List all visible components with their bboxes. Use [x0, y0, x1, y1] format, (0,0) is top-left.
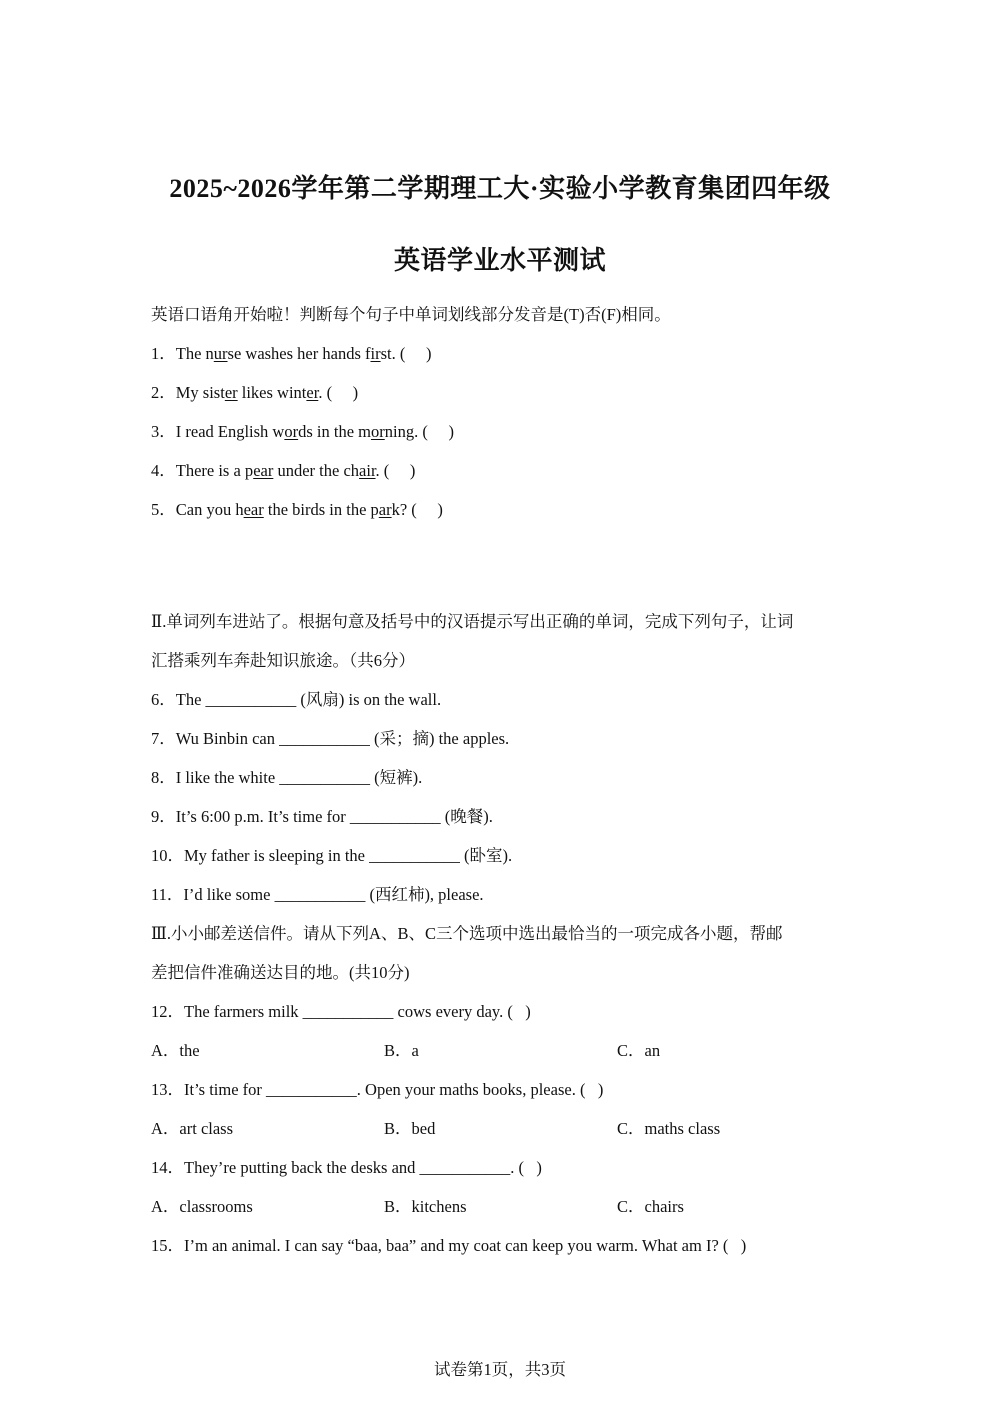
- underlined-segment: ear: [243, 500, 264, 519]
- question-2: [151, 382, 358, 404]
- text-segment: se washes her hands f: [227, 344, 371, 363]
- underlined-segment: ir: [370, 344, 381, 363]
- answer-bracket[interactable]: st. ( ): [380, 344, 432, 363]
- question-12[interactable]: 12．The farmers milk ___________ cows every day. ( ): [151, 1002, 531, 1021]
- text-segment: The n: [175, 344, 214, 363]
- underlined-segment: ear: [253, 461, 274, 480]
- question-8[interactable]: 8．I like the white ___________ (短裤).: [151, 768, 423, 787]
- text-segment: likes wint: [237, 383, 307, 402]
- underlined-segment: ar: [378, 500, 392, 519]
- question-13[interactable]: 13．It’s time for ___________. Open your maths books, please. ( ): [151, 1080, 604, 1099]
- text-segment: the birds in the p: [263, 500, 379, 519]
- exam-title-line-2: 英语学业水平测试: [393, 246, 606, 275]
- section1-instruction: 英语口语角开始啦！判断每个句子中单词划线部分发音是(T)否(F)相同。: [151, 305, 671, 324]
- option-b[interactable]: B．bed: [384, 1119, 436, 1138]
- question-15[interactable]: 15．I’m an animal. I can say “baa, baa” and my coat can keep you warm. What am I? ( ): [151, 1236, 747, 1255]
- text-segment: My sist: [175, 383, 225, 402]
- underlined-segment: er: [224, 383, 238, 402]
- question-number: 1．: [151, 344, 176, 363]
- option-c[interactable]: C．an: [617, 1041, 661, 1060]
- question-number: 3．: [151, 422, 176, 441]
- section2-instruction-line-2: 汇搭乘列车奔赴知识旅途。（共6分）: [151, 651, 415, 670]
- option-c[interactable]: C．chairs: [617, 1197, 684, 1216]
- exam-title-line-1: 2025~2026学年第二学期理工大·实验小学教育集团四年级: [169, 174, 831, 203]
- question-5: [151, 499, 443, 521]
- option-a[interactable]: A．classrooms: [151, 1197, 253, 1216]
- question-6[interactable]: 6．The ___________ (风扇) is on the wall.: [151, 690, 442, 709]
- question-number: 2．: [151, 383, 176, 402]
- question-7[interactable]: 7．Wu Binbin can ___________ (采；摘) the apples.: [151, 729, 510, 748]
- question-number: 4．: [151, 461, 176, 480]
- option-a[interactable]: A．art class: [151, 1119, 234, 1138]
- answer-bracket[interactable]: ning. ( ): [384, 422, 454, 441]
- option-b[interactable]: B．kitchens: [384, 1197, 467, 1216]
- answer-bracket[interactable]: k? ( ): [391, 500, 443, 519]
- underlined-segment: or: [370, 422, 385, 441]
- section2-instruction-line-1: Ⅱ.单词列车进站了。根据句意及括号中的汉语提示写出正确的单词，完成下列句子，让词: [151, 612, 794, 631]
- underlined-segment: er: [306, 383, 319, 402]
- answer-bracket[interactable]: . ( ): [318, 383, 359, 402]
- option-c[interactable]: C．maths class: [617, 1119, 721, 1138]
- question-3: [151, 421, 454, 443]
- section3-instruction-line-1: Ⅲ.小小邮差送信件。请从下列A、B、C三个选项中选出最恰当的一项完成各小题，帮邮: [151, 924, 783, 943]
- underlined-segment: or: [284, 422, 299, 441]
- page-footer: 试卷第1页，共3页: [434, 1360, 566, 1379]
- question-10[interactable]: 10．My father is sleeping in the ___________ (卧室).: [151, 846, 513, 865]
- section3-instruction-line-2: 差把信件准确送达目的地。(共10分): [151, 963, 410, 982]
- question-1: [151, 343, 431, 365]
- question-number: 5．: [151, 500, 176, 519]
- text-segment: ds in the m: [298, 422, 371, 441]
- underlined-segment: ur: [213, 344, 228, 363]
- question-14[interactable]: 14．They’re putting back the desks and ___________. ( ): [151, 1158, 542, 1177]
- option-b[interactable]: B．a: [384, 1041, 419, 1060]
- text-segment: There is a p: [175, 461, 254, 480]
- underlined-segment: air: [359, 461, 376, 480]
- question-11[interactable]: 11．I’d like some ___________ (西红柿), please.: [151, 885, 484, 904]
- option-a[interactable]: A．the: [151, 1041, 200, 1060]
- answer-bracket[interactable]: . ( ): [375, 461, 416, 480]
- text-segment: under the ch: [273, 461, 360, 480]
- text-segment: Can you h: [175, 500, 244, 519]
- question-4: [151, 460, 415, 482]
- text-segment: I read English w: [175, 422, 285, 441]
- question-9[interactable]: 9．It’s 6:00 p.m. It’s time for ___________ (晚餐).: [151, 807, 493, 826]
